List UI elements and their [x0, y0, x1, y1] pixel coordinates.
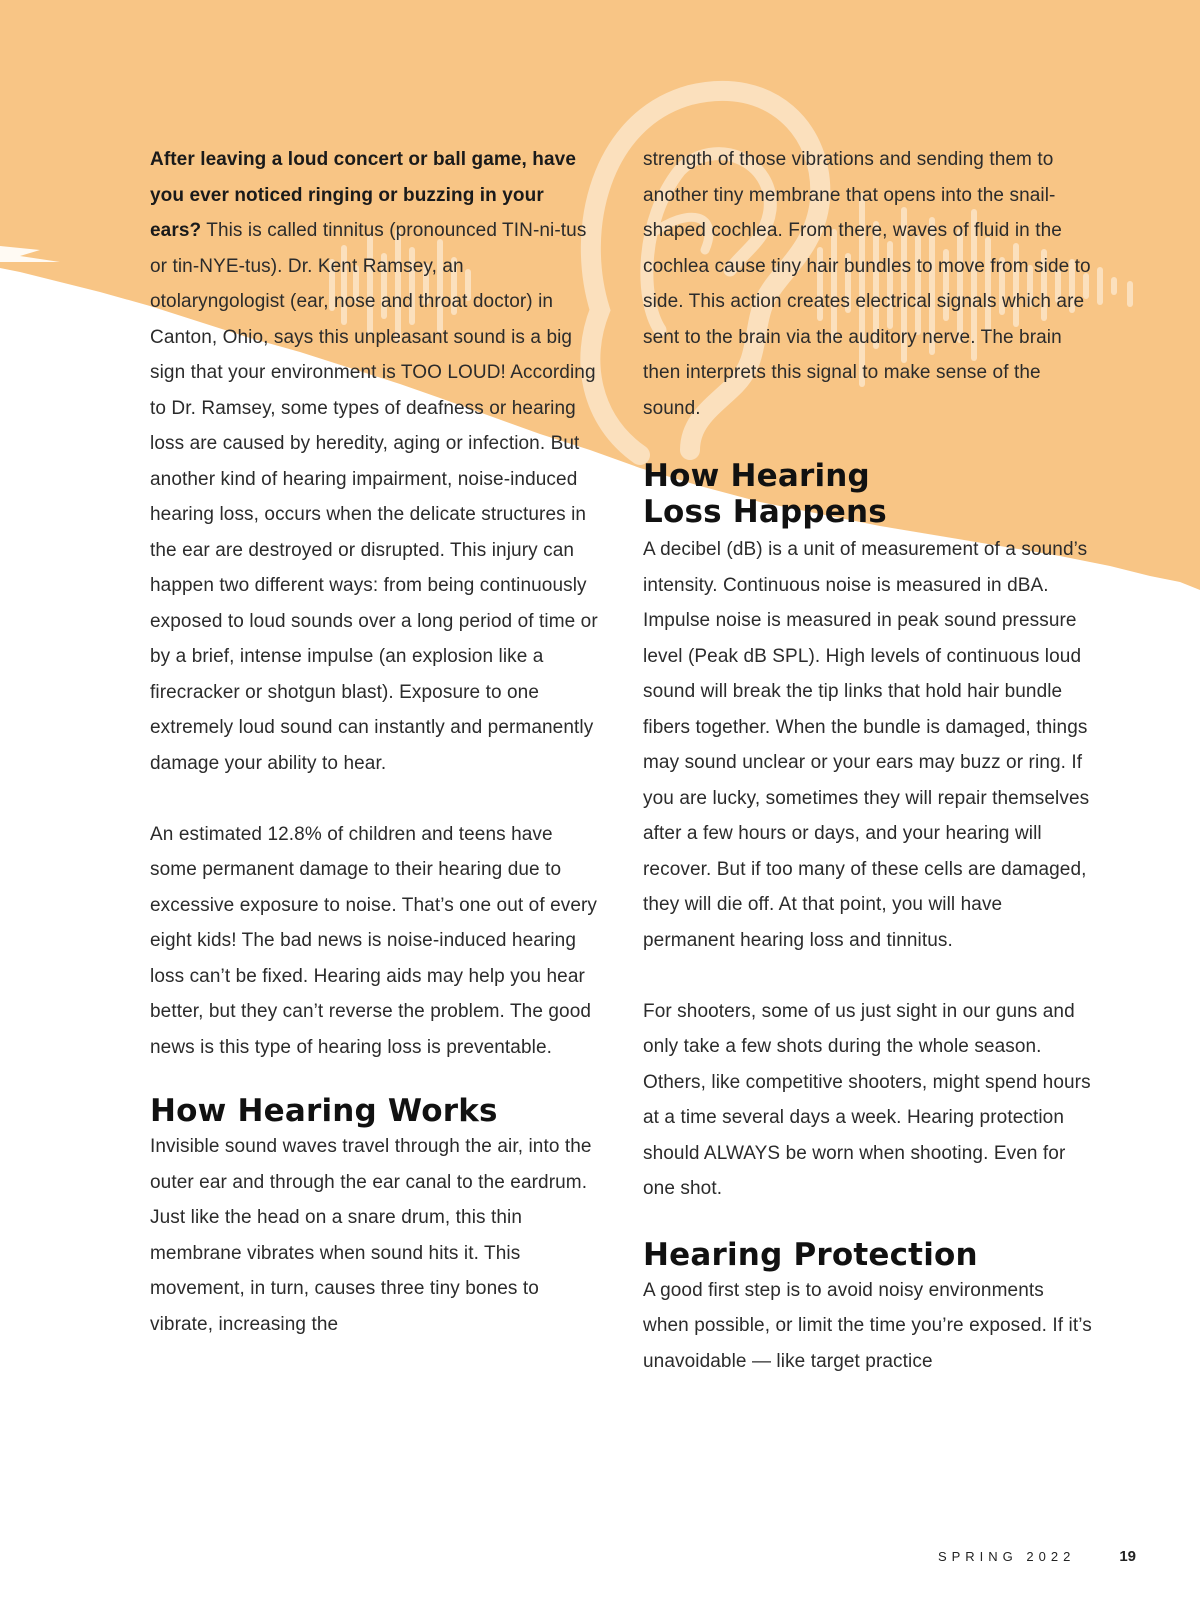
- heading-hearing-protection: Hearing Protection: [643, 1236, 978, 1273]
- intro-paragraph: [150, 142, 600, 781]
- shooters-paragraph: For shooters, some of us just sight in our guns and only take a few shots during the whole season. Others, like competitive shooters, might spend hours at a time several days a week. Hearing protection should ALWAYS be worn when shooting. Even for one shot.: [643, 1000, 1091, 1199]
- hearing-loss-paragraph: A decibel (dB) is a unit of measurement of a sound’s intensity. Continuous noise is measured in dBA. Impulse noise is measured in peak sound pressure level (Peak dB SPL). High levels of continuous loud sound will break the tip links that hold hair bundle fibers together. When the bundle is damaged, things may sound unclear or your ears may buzz or ring. If you are lucky, sometimes they will repair themselves after a few hours or days, and your hearing will recover. But if too many of these cells are damaged, they will die off. At that point, you will have permanent hearing loss and tinnitus.: [643, 539, 1090, 951]
- heading-loss-line-1: How Hearing: [643, 458, 870, 494]
- heading-how-hearing-works: How Hearing Works: [150, 1093, 498, 1129]
- heading-how-hearing-loss-happens: [643, 458, 1093, 530]
- paragraph-spacer: [643, 958, 1093, 994]
- hearing-protection-paragraph: A good first step is to avoid noisy environments when possible, or limit the time you’re exposed. If it’s unavoidable — like target practice: [643, 1279, 1092, 1372]
- issue-season: SPRING 2022: [937, 1549, 1076, 1564]
- right-column: [643, 142, 1093, 1379]
- heading-loss-line-2: Loss Happens: [643, 494, 887, 530]
- intro-paragraph-text: This is called tinnitus (pronounced TIN-ni-tus or tin-NYE-tus). Dr. Kent Ramsey, an otolaryngologist (ear, nose and throat doctor) in Canton, Ohio, says this unpleasant sound is a big sign that your environment is TOO LOUD! According to Dr. Ramsey, some types of deafness or hearing loss are caused by heredity, aging or infection. But another kind of hearing impairment, noise-induced hearing loss, occurs when the delicate structures in the ear are destroyed or disrupted. This injury can happen two different ways: from being continuously exposed to loud sounds over a long period of time or by a brief, intense impulse (an explosion like a firecracker or shotgun blast). Exposure to one extremely loud sound can instantly and permanently damage your ability to hear.: [150, 220, 598, 774]
- page-footer: [938, 1548, 1136, 1565]
- how-hearing-works-continued: strength of those vibrations and sending them to another tiny membrane that opens into the snail-shaped cochlea. From there, waves of fluid in the cochlea cause tiny hair bundles to move from side to side. This action creates electrical signals which are sent to the brain via the auditory nerve. The brain then interprets this signal to make sense of the sound.: [643, 149, 1091, 419]
- left-column: [150, 142, 600, 1342]
- intro-lead-bold: After leaving a loud concert or ball game, have you ever noticed ringing or buzzing in your ears?: [150, 149, 576, 241]
- statistics-paragraph: An estimated 12.8% of children and teens have some permanent damage to their hearing due to excessive exposure to noise. That’s one out of every eight kids! The bad news is noise-induced hearing loss can’t be fixed. Hearing aids may help you hear better, but they can’t reverse the problem. The good news is this type of hearing loss is preventable.: [150, 823, 598, 1058]
- page-number: 19: [1119, 1548, 1136, 1565]
- paragraph-spacer: [150, 781, 600, 817]
- how-hearing-works-paragraph: Invisible sound waves travel through the air, into the outer ear and through the ear canal to the eardrum. Just like the head on a snare drum, this thin membrane vibrates when sound hits it. This movement, in turn, causes three tiny bones to vibrate, increasing the: [150, 1136, 592, 1335]
